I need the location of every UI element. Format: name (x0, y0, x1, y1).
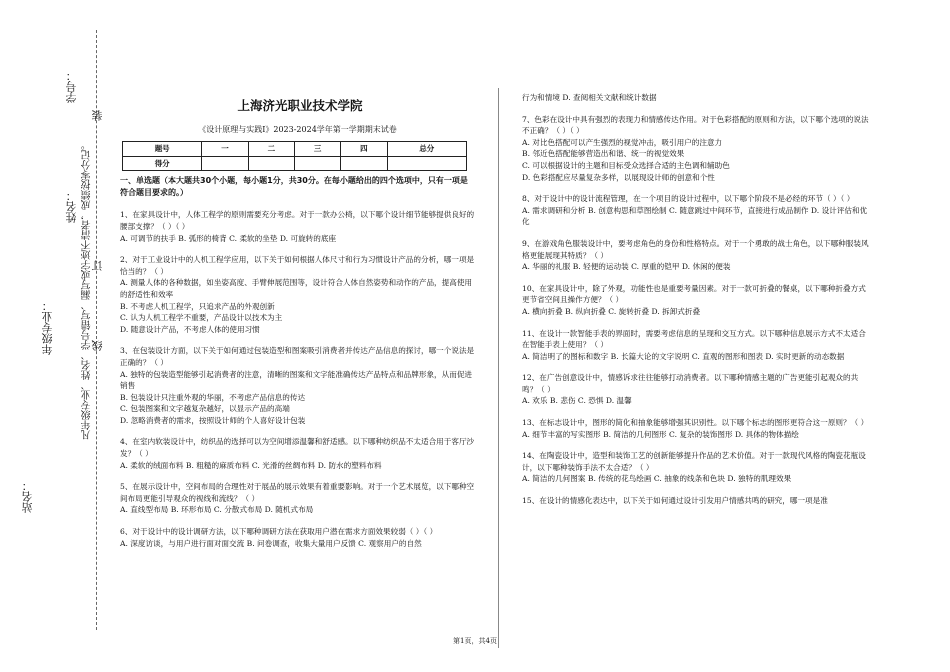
question-option: A. 对比色搭配可以产生强烈的视觉冲击，吸引用户的注意力 (522, 137, 723, 147)
question-stem: 10、在家具设计中，除了外观，功能性也是重要考量因素。对于一款可折叠的餐桌，以下哪种折叠方式更节省空间且操作方便？（ ） (522, 283, 866, 305)
score-cell: 二 (248, 142, 294, 157)
score-cell: 总分 (387, 142, 466, 157)
question-item (522, 238, 870, 273)
question-stem: 行为和情境 D. 查阅相关文献和统计数据 (522, 93, 657, 102)
question-item (120, 481, 475, 516)
left-column (120, 0, 475, 549)
question-stem: 2、对于工业设计中的人机工程学应用，以下关于如何根据人体尺寸和行为习惯设计产品的分析，哪一项是恰当的？（ ） (120, 255, 475, 276)
score-header-row (123, 142, 467, 157)
question-option: D. 随意设计产品，不考虑人体的使用习惯 (120, 324, 260, 334)
score-cell: 得分 (123, 156, 202, 171)
question-option: A. 横向折叠 B. 纵向折叠 C. 旋转折叠 D. 拆卸式折叠 (522, 306, 701, 316)
question-item (120, 345, 475, 426)
question-option: A. 需求调研和分析 B. 创意构思和草图绘制 C. 随意跳过中间环节，直接进行成品制作 D. 设计评估和优化 (522, 205, 868, 227)
question-stem: 8、对于设计中的设计流程管理，在一个项目的设计过程中，以下哪个阶段不是必经的环节（ ）（ ） (522, 194, 855, 204)
name-label: 姓名： (65, 190, 78, 223)
question-stem: 12、在广告创意设计中，情感诉求往往能够打动消费者。以下哪种情感主题的广告更能引起观众的共鸣？（ ） (522, 373, 859, 394)
question-stem: 3、在包装设计方面，以下关于如何通过包装造型和图案吸引消费者并传达产品信息的探讨，哪一个说法是正确的？（ ） (120, 346, 475, 367)
student-id-label: 学号： (65, 70, 78, 103)
score-cell: 一 (202, 142, 248, 157)
page-footer: 第1页，共4页 (453, 637, 497, 645)
question-stem: 11、在设计一款智能手表的界面时，需要考虑信息的呈现和交互方式。以下哪种信息展示方式不太适合在智能手表上使用？（ ） (522, 328, 866, 350)
question-option: C. 认为人机工程学不重要，产品设计以技术为主 (120, 313, 283, 323)
binding-margin (0, 0, 110, 672)
score-input-cell[interactable] (248, 156, 294, 171)
question-stem: 15、在设计的情感化表达中，以下关于如何通过设计引发用户情感共鸣的研究，哪一项是准 (522, 496, 828, 506)
score-input-cell[interactable] (387, 156, 466, 171)
question-option: A. 直线型布局 B. 环形布局 C. 分散式布局 D. 随机式布局 (120, 505, 314, 515)
question-option: A. 欢乐 B. 悲伤 C. 恐惧 D. 温馨 (522, 396, 632, 406)
question-stem: 7、色彩在设计中具有强烈的表现力和情感传达作用。对于色彩搭配的原则和方法，以下哪个选项的说法不正确？（ ）（ ） (522, 114, 869, 136)
exam-subtitle: 《设计原理与实践I》2023-2024学年第一学期期末试卷 (198, 124, 397, 134)
score-value-row (123, 156, 467, 171)
right-question-list (522, 92, 870, 507)
score-input-cell[interactable] (341, 156, 387, 171)
question-item (522, 283, 870, 318)
score-cell: 三 (294, 142, 340, 157)
score-input-cell[interactable] (294, 156, 340, 171)
question-option: A. 深度访谈，与用户进行面对面交流 B. 问卷调查，收集大量用户反馈 C. 观察用户的自然 (120, 538, 422, 548)
question-option: A. 华丽的礼服 B. 轻便的运动装 C. 厚重的铠甲 D. 休闲的便装 (522, 262, 731, 272)
question-item (120, 209, 475, 244)
column-divider (498, 88, 499, 648)
question-item (522, 450, 870, 485)
question-stem: 14、在陶瓷设计中，造型和装饰工艺的创新能够提升作品的艺术价值。对于一款现代风格的陶瓷花瓶设计，以下哪种装饰手法不太合适？（ ） (522, 451, 866, 472)
question-stem: 4、在室内软装设计中，纺织品的选择可以为空间增添温馨和舒适感。以下哪种纺织品不太适合用于客厅沙发？（ ） (120, 437, 475, 459)
score-input-cell[interactable] (202, 156, 248, 171)
left-question-list (120, 209, 475, 549)
question-option: B. 不考虑人机工程学，只追求产品的外观创新 (120, 301, 275, 311)
question-item (522, 372, 870, 407)
question-item (522, 328, 870, 363)
score-cell: 题号 (123, 142, 202, 157)
question-option: D. 色彩搭配应尽量复杂多样，以展现设计师的创意和个性 (522, 172, 715, 182)
question-item (522, 495, 870, 507)
question-option: B. 邻近色搭配能够营造出和谐、统一的视觉效果 (522, 149, 685, 159)
question-option: D. 忽略消费者的需求，按照设计师的个人喜好设计包装 (120, 415, 306, 425)
question-option: C. 包装图案和文字越复杂越好，以显示产品的高端 (120, 404, 290, 414)
question-stem: 13、在标志设计中，图形的简化和抽象能够增强其识别性。以下哪个标志的图形更符合这一原则？（ ） (522, 418, 869, 428)
question-item (522, 92, 870, 104)
question-item (120, 436, 475, 471)
school-title: 上海济光职业技术学院 (237, 98, 363, 113)
right-column (522, 0, 870, 507)
question-item (522, 114, 870, 184)
question-option: A. 柔软的绒面布料 B. 粗糙的麻质布料 C. 光滑的丝绸布料 D. 防水的塑料布料 (120, 460, 382, 470)
score-table (122, 141, 467, 171)
binding-char-xian: 线 (91, 340, 104, 351)
question-stem: 9、在游戏角色服装设计中，要考虑角色的身份和性格特点。对于一个勇敢的战士角色，以下哪种服装风格更能展现其特质？（ ） (522, 238, 869, 260)
question-stem: 1、在家具设计中，人体工程学的原则需要充分考虑。对于一款办公椅，以下哪个设计细节能够提供良好的腰部支撑？（ ）（ ） (120, 210, 475, 231)
question-stem: 6、对于设计中的设计调研方法，以下哪种调研方法在获取用户潜在需求方面效果较弱（ ）（ ） (120, 527, 438, 537)
question-item (120, 526, 475, 549)
question-item (522, 417, 870, 440)
question-option: A. 简洁的几何图案 B. 传统的花鸟绘画 C. 抽象的线条和色块 D. 独特的肌理效果 (522, 474, 792, 484)
grade-major-label: 年级专业： (41, 300, 54, 355)
question-stem: 5、在展示设计中，空间布局的合理性对于展品的展示效果有着重要影响。对于一个艺术展览，以下哪种空间布局更能引导观众的视线和流线？（ ） (120, 482, 475, 503)
question-option: B. 包装设计只注重外观的华丽，不考虑产品信息的传达 (120, 392, 306, 402)
question-option: C. 可以根据设计的主题和目标受众选择合适的主色调和辅助色 (522, 160, 730, 170)
question-option: A. 测量人体的各种数据，如坐姿高度、手臂伸展范围等，设计符合人体自然姿势和动作的产品，提高使用的舒适性和效率 (120, 278, 473, 299)
question-option: A. 简洁明了的图标和数字 B. 长篇大论的文字说明 C. 直观的图形和图表 D. 实时更新的动态数据 (522, 351, 845, 361)
question-option: A. 独特的包装造型能够引起消费者的注意，清晰的图案和文字能准确传达产品特点和品牌形象，从而促进销售 (120, 369, 473, 391)
question-item (120, 254, 475, 335)
binding-char-zhuang: 装 (91, 110, 104, 121)
binding-instruction: 凡年级专业、姓名、学号错写、漏写或字迹不清者，成绩按零分记。 (82, 140, 93, 440)
station-label: 站名： (21, 480, 34, 513)
section-heading: 一、单选题（本大题共30个小题，每小题1分，共30分。在每小题给出的四个选项中，只有一项是符合题目要求的。） (120, 176, 468, 198)
question-item (522, 193, 870, 228)
question-option: A. 可调节的扶手 B. 弧形的椅背 C. 柔软的坐垫 D. 可旋转的底座 (120, 233, 337, 243)
binding-char-ding: 订 (91, 260, 104, 271)
score-cell: 四 (341, 142, 387, 157)
question-option: A. 细节丰富的写实图形 B. 简洁的几何图形 C. 复杂的装饰图形 D. 具体的物体描绘 (522, 429, 799, 439)
